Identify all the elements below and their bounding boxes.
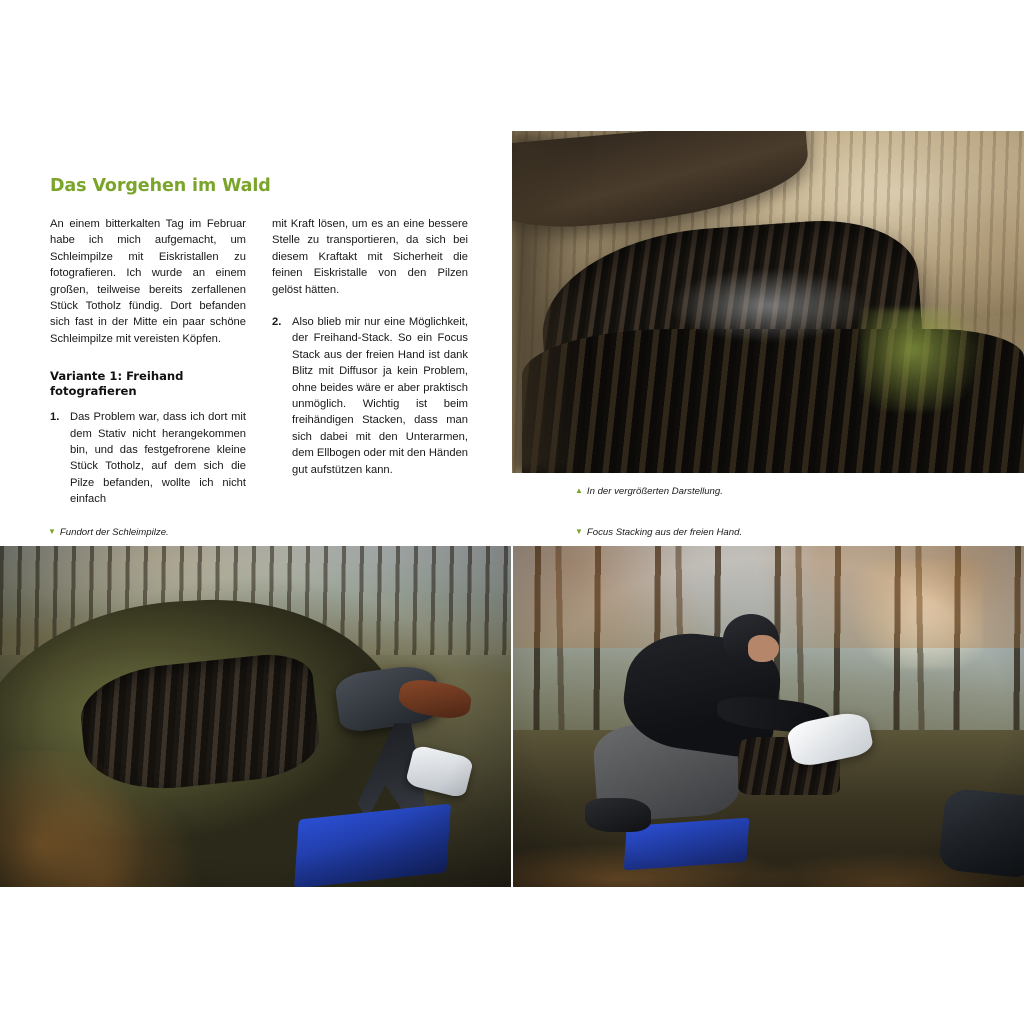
photo-moss — [860, 309, 993, 412]
intro-paragraph: An einem bitterkalten Tag im Februar habe ich mich aufgemacht, um Schleimpilze mit Eiskristallen zu fotografieren. Ich wurde an einem großen, teilweise bereits zerfallenen Stück Totholz fündig. Dort befanden sich fast in der Mitte ein paar schöne Schleimpilze mit vereisten Köpfen. — [50, 218, 246, 345]
photo-vignette — [0, 546, 511, 887]
photo-find-location — [0, 546, 511, 887]
photo-vignette — [513, 546, 1024, 887]
list-item-1-continuation: mit Kraft lösen, um es an eine bessere Stelle zu transportieren, da sich bei diesem Kraftakt mit Sicherheit die feinen Eiskristalle von den Pilzen gelöst hätten. — [272, 218, 468, 296]
numbered-list-part1 — [50, 409, 246, 507]
caption-bottom-right — [575, 527, 742, 538]
list-item: Das Problem war, dass ich dort mit dem Stativ nicht herangekommen bin, und das festgefrorene kleine Stück Totholz, auf dem sich die Pilze befanden, wollte ich nicht einfach — [70, 411, 246, 506]
section-subheading: Variante 1: Freihand fotografieren — [50, 369, 184, 399]
text-column-left — [50, 216, 246, 522]
caption-text: Fundort der Schleimpilze. — [59, 527, 169, 538]
caption-text: In der vergrößerten Darstellung. — [586, 486, 723, 497]
photo-frost-highlight — [666, 268, 871, 343]
photo-left-blur — [512, 131, 584, 473]
numbered-list-part2 — [272, 314, 468, 478]
list-item: Also blieb mir nur eine Möglichkeit, der Freihand-Stack. So ein Focus Stack aus der freien Hand ist dank Blitz mit Diffusor ja kein Problem, ohne beides wäre er aber praktisch unmöglich. Wichtig ist beim freihändigen Stacken, dass man sich dabei mit den Unterarmen, dem Ellbogen oder mit den Händen gut aufstützen kann. — [292, 316, 469, 476]
text-column-right — [272, 216, 468, 492]
caption-bottom-left — [48, 527, 169, 538]
caption-top-right — [575, 486, 723, 497]
photo-freehand-stacking — [513, 546, 1024, 887]
triangle-down-icon: ▼ — [575, 527, 583, 536]
triangle-down-icon: ▼ — [48, 527, 56, 536]
photo-frozen-deadwood — [512, 131, 1024, 473]
page-title: Das Vorgehen im Wald — [50, 176, 271, 196]
triangle-up-icon: ▲ — [575, 486, 583, 495]
caption-text: Focus Stacking aus der freien Hand. — [586, 527, 743, 538]
